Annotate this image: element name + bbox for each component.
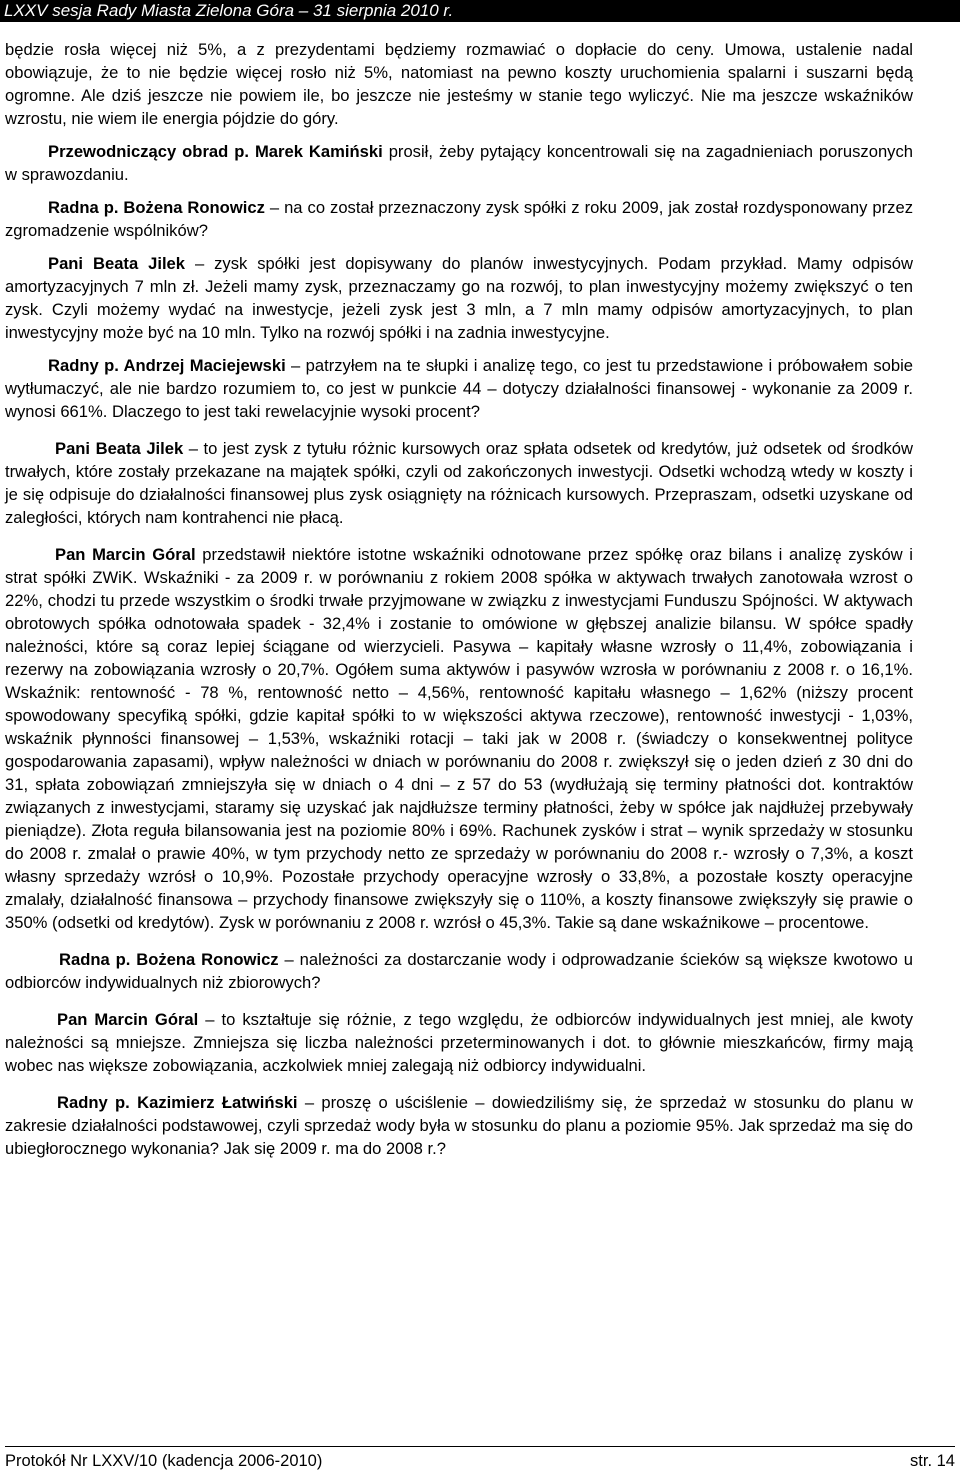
footer-protocol-label: Protokół Nr LXXV/10 (kadencja 2006-2010)	[5, 1452, 323, 1470]
paragraph-text: prosił, żeby pytający koncentrowali się na zagadnieniach poruszonych w sprawozdaniu.	[5, 142, 914, 184]
paragraph	[5, 1008, 913, 1077]
paragraph-text: będzie rosła więcej niż 5%, a z prezydentami będziemy rozmawiać o dopłacie do ceny. Umowa, ustalenie nadal obowiązuje, że to nie będzie więcej rosło niż 5%, natomiast na pewno koszty uruchomienia spalarni i suszarni będą ogromne. Ale dziś jeszcze nie powiem ile, bo jeszcze nie jesteśmy w stanie tego wyliczyć. Nie ma jeszcze wskaźników wzrostu, nie wiem ile energia pójdzie do góry.	[5, 40, 913, 128]
paragraph-text: – zysk spółki jest dopisywany do planów inwestycyjnych. Podam przykład. Mamy odpisów amortyzacyjnych 7 mln zł. Jeżeli mamy zysk, przeznaczamy go na rozwój, to plan inwestycyjny możemy zwiększyć o ten zysk. Czyli możemy wydać na inwestycje, jeżeli zysk jest 3 mln, a 7 mln mamy odpisów amortyzacyjnych, to plan inwestycyjny może być na 10 mln. Tylko na rozwój spółki i na zadnia inwestycyjne.	[5, 254, 913, 342]
paragraph-text: – na co został przeznaczony zysk spółki z roku 2009, jak został rozdysponowany przez zgromadzenie wspólników?	[5, 198, 913, 240]
paragraph-text: – to kształtuje się różnie, z tego względu, że odbiorców indywidualnych jest mniej, ale kwoty należności są mniejsze. Zmniejsza się liczba należności przeterminowanych i dot. to głównie mieszkańców, firmy mają wobec nas większe zobowiązania, aczkolwiek mniej zalegają niż odbiorcy indywidualni.	[5, 1010, 913, 1075]
paragraph-text: – to jest zysk z tytułu różnic kursowych oraz spłata odsetek od kredytów, już odsetek od środków trwałych, które zostały przekazane na majątek spółki, czyli od zakończonych inwestycji. Odsetki wchodzą wtedy w koszty i je się odpisuje do działalności finansowej plus zysk osiągnięty na różnicach kursowych. Przepraszam, odsetki uzyskane od zaległości, których nam kontrahenci nie płacą.	[5, 439, 913, 527]
paragraph	[5, 437, 913, 529]
speaker-name: Radny p. Andrzej Maciejewski	[48, 356, 286, 375]
header-title: LXXV sesja Rady Miasta Zielona Góra – 31 sierpnia 2010 r.	[4, 1, 454, 20]
paragraph-text: przedstawił niektóre istotne wskaźniki odnotowane przez spółkę oraz bilans i analizę zysków i strat spółki ZWiK. Wskaźniki - za 2009 r. w porównaniu z rokiem 2008 spółka w aktywach trwałych zanotowała wzrost o 22%, chodzi tu przede wszystkim o środki trwałe przyjmowane w związku z inwestycjami Funduszu Spójności. W aktywach obrotowych spółka odnotowała spadek - 32,4% i zostanie to omówione w głębszej analizie bilansu. W spółce spadły należności, które są coraz lepiej ściągane od wierzycieli. Pasywa – kapitały własne wzrosły o 11,4%, zobowiązania i rezerwy na zobowiązania wzrosły o 20,7%. Ogółem suma aktywów i pasywów wzrosła w porównaniu z 2008 r. o 16,1%. Wskaźnik: rentowność - 78 %, rentowność netto – 4,56%, rentowność kapitału własnego – 1,62% (niższy procent spowodowany specyfiką spółki, gdzie kapitał spółki to w większości aktywa rzeczowe), rentowność inwestycji - 1,03%, wskaźnik płynności finansowej – 1,53%, wskaźniki rotacji – taki jak w 2008 r. (świadczy o konsekwentnej polityce gospodarowania zapasami), wpływ należności w dniach w porównaniu do 2008 r. zwiększył się o jeden dzień z 30 dni do 31, spłata zobowiązań zmniejszyła się w dniach o 4 dni – z 57 do 53 (wydłużają się terminy płatności dot. kontraktów związanych z inwestycjami, staramy się uzyskać jak najdłuższe terminy płatności, żeby w spółce jak najdłużej przebywały pieniądze). Złota reguła bilansowania jest na poziomie 80% i 69%. Rachunek zysków i strat – wynik sprzedaży w stosunku do 2008 r. zmalał o prawie 40%, w tym przychody netto ze sprzedaży w porównaniu do 2008 r.- wzrosły o 7,3%, a koszt własny sprzedaży wzrósł o 10,9%. Pozostałe przychody operacyjne wzrosły o 33,8%, a pozostałe koszty operacyjne zmalały, działalność finansowa – przychody finansowe zwiększyły się o 110%, a koszty finansowe zwiększyły się prawie o 350% (odsetki od kredytów). Zysk w porównaniu z 2008 r. wzrósł o 45,3%. Takie są dane wskaźnikowe – procentowe.	[5, 545, 913, 932]
speaker-name: Pani Beata Jilek	[55, 439, 184, 458]
paragraph	[5, 543, 913, 934]
speaker-name: Radna p. Bożena Ronowicz	[48, 198, 265, 217]
paragraph	[5, 948, 913, 994]
document-footer	[5, 1446, 955, 1470]
speaker-name: Radna p. Bożena Ronowicz	[59, 950, 279, 969]
paragraph	[5, 38, 913, 130]
paragraph	[5, 354, 913, 423]
speaker-name: Pan Marcin Góral	[57, 1010, 199, 1029]
paragraph-text: – należności za dostarczanie wody i odprowadzanie ścieków są większe kwotowo u odbiorców indywidualnych niż zbiorowych?	[5, 950, 913, 992]
paragraph	[5, 140, 913, 186]
document-body	[5, 38, 913, 1160]
paragraph	[5, 252, 913, 344]
paragraph-text: – patrzyłem na te słupki i analizę tego, co jest tu przedstawione i próbowałem sobie wytłumaczyć, ale nie bardzo rozumiem to, co jest w punkcie 44 – dotyczy działalności finansowej - wykonanie za 2009 r. wynosi 661%. Dlaczego to jest taki rewelacyjnie wysoki procent?	[5, 356, 914, 421]
paragraph	[5, 196, 913, 242]
document-header	[0, 0, 960, 22]
speaker-name: Pan Marcin Góral	[55, 545, 196, 564]
page-number: str. 14	[910, 1452, 955, 1470]
speaker-name: Przewodniczący obrad p. Marek Kamiński	[48, 142, 383, 161]
paragraph	[5, 1091, 913, 1160]
speaker-name: Radny p. Kazimierz Łatwiński	[57, 1093, 298, 1112]
paragraph-text: – proszę o uściślenie – dowiedziliśmy się, że sprzedaż w stosunku do planu w zakresie działalności podstawowej, czyli sprzedaż wody była w stosunku do planu a poziomie 95%. Jak sprzedaż ma się do ubiegłorocznego wykonania? Jak się 2009 r. ma do 2008 r.?	[5, 1093, 913, 1158]
speaker-name: Pani Beata Jilek	[48, 254, 186, 273]
